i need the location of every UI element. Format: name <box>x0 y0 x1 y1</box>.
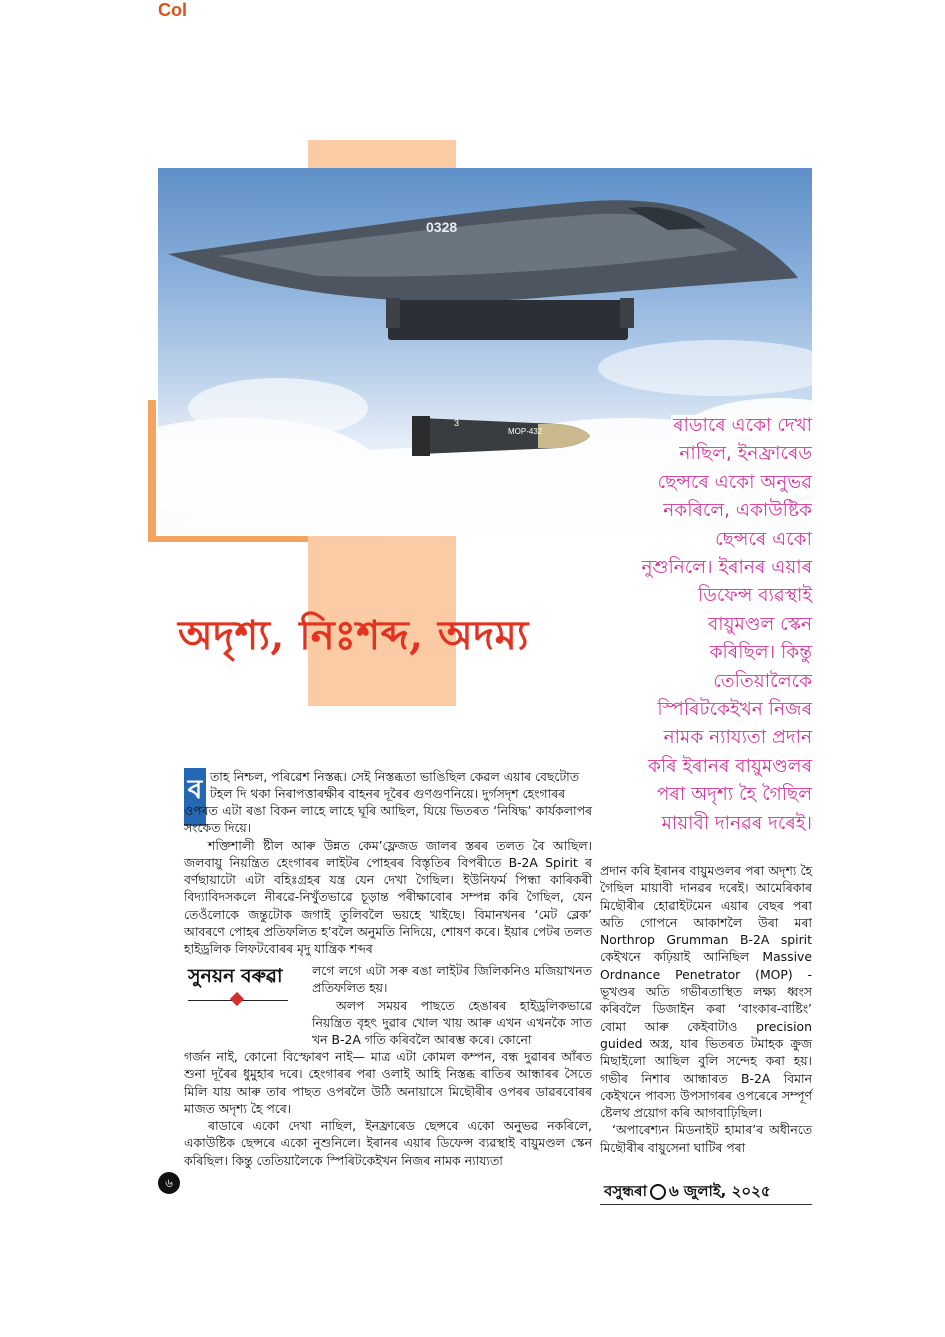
body-paragraph: লগে লগে এটা সৰু ৰঙা লাইটৰ জিলিকনিও মজিয়াখনত প্ৰতিফলিত হয়। <box>312 963 592 996</box>
pull-quote-line <box>588 611 814 639</box>
pull-quote-line <box>588 810 814 838</box>
pull-quote-text: কৰিছিল। কিন্তু <box>709 642 812 664</box>
color-marker: Col <box>158 0 187 20</box>
author-name: সুনয়ন বৰুৱা <box>188 965 283 987</box>
footer-masthead <box>604 1180 771 1205</box>
pull-quote-line <box>588 469 814 497</box>
body-line: টহল দি থকা নিৰাপত্তাৰক্ষীৰ বাহনৰ দূৰৈৰ গুণগুণনিয়ে। দুৰ্গসদৃশ হেংগাৰৰ <box>210 786 566 802</box>
pull-quote-text: পৰা অদৃশ্য হৈ গৈছিল <box>656 784 812 806</box>
article-paragraph <box>184 1048 592 1169</box>
article-headline: অদৃশ্য, নিঃশব্দ, অদম্য <box>178 612 529 659</box>
pull-quote-text: ৰাডাৰে একো দেখা <box>673 415 812 436</box>
pull-quote-text: মায়াবী দানৱৰ দৰেই। <box>661 812 812 834</box>
pull-quote-text: ছেন্সৰে একো <box>715 528 812 550</box>
pull-quote-text: নুশুনিলে। ইৰানৰ এয়াৰ <box>641 557 812 579</box>
body-paragraph: ৰাডাৰে একো দেখা নাছিল, ইনফ্ৰাৰেড ছেন্সৰে একো অনুভৱ নকৰিলে, একাউষ্টিক ছেন্সৰে একো নুশুনিলে। ইৰানৰ এয়াৰ ডিফেন্স ব্যৱস্থাই বায়ুমণ্ডল স্কেন কৰিছিল। কিন্তু তেতিয়ালৈকে স্পিৰিটকেইখন নিজৰ নামক ন্যায্যতা <box>184 1118 592 1168</box>
article-paragraph-narrow <box>312 962 592 1048</box>
pull-quote-text: বায়ুমণ্ডল স্কেন <box>707 613 812 635</box>
page-number: ৬ <box>158 1172 180 1194</box>
decorative-orange-bar <box>148 536 308 542</box>
body-paragraph: প্ৰদান কৰি ইৰানৰ বায়ুমণ্ডলৰ পৰা অদৃশ্য হৈ গৈছিল মায়াবী দানৱৰ দৰেই। আমেৰিকাৰ মিছৌৰীৰ হোৱাইটমেন এয়াৰ বেছৰ পৰা অতি গোপনে আকাশলৈ উৰা মৰা Northrop Grumman B-2A spirit কেইখনে কঢ়িয়াই আনিছিল Massive Ordnance Penetrator (MOP) - ভূখণ্ডৰ অতি গভীৰতাস্থিত লক্ষ্য ধ্বংস কৰিবলৈ ডিজাইন কৰা ‘বাংকাৰ-বাষ্টিং’ বোমা আৰু কেইবাটাও precision guided অস্ত্ৰ, যাৰ ভিতৰত টমাহক ক্ৰুজ মিছাইলো আছিল বুলি সন্দেহ কৰা হয়। গভীৰ নিশাৰ আন্ধাৰত B-2A বিমান কেইখনে পাবস্য উপসাগৰৰ ওপৰেৰে সম্পূৰ্ণ ষ্টেলথ প্ৰয়োগ কৰি আগবাঢ়িছিল। <box>600 863 812 1121</box>
pull-quote <box>588 412 814 838</box>
pull-quote-text: ছেন্সৰে একো অনুভৱ <box>657 471 812 493</box>
footer-rule <box>600 1204 812 1205</box>
pull-quote-line <box>588 440 814 468</box>
issue-date: ৬ জুলাই, ২০২৫ <box>668 1182 771 1200</box>
pull-quote-line <box>588 526 814 554</box>
article-intro-lines <box>210 768 592 803</box>
magazine-logo-icon <box>650 1184 666 1200</box>
pull-quote-line <box>588 412 814 440</box>
body-paragraph: গৰ্জন নাই, কোনো বিস্ফোৰণ নাই— মাত্ৰ এটা কোমল কম্পন, বন্ধ দুৱাৰৰ আঁৰত শুনা দূৰৈৰ ধুমুহাৰ দৰে। হেংগাৰৰ পৰা ওলাই আহি নিস্তব্ধ ৰাতিৰ আন্ধাৰৰ সৈতে মিলি যায় আৰু তাৰ পাছত ওপৰলৈ উঠি অনায়াসে মিছৌৰীৰ ওপৰৰ ডাৱৰবোৰৰ মাজত অদৃশ্য হৈ পৰে। <box>184 1049 592 1116</box>
pull-quote-line <box>588 753 814 781</box>
article-paragraph <box>184 802 592 958</box>
pull-quote-line <box>588 582 814 610</box>
aircraft-serial: 0328 <box>426 219 458 235</box>
pull-quote-text: নাছিল, ইনফ্ৰাৰেড <box>679 443 812 465</box>
bomb-label: MOP-432 <box>508 427 543 436</box>
bomb-number: 3 <box>454 418 460 428</box>
pull-quote-line <box>588 497 814 525</box>
pull-quote-line <box>588 781 814 809</box>
body-paragraph: ওপৰত এটা ৰঙা বিকন লাহে লাহে ঘূৰি আছিল, যিয়ে ভিতৰত ‘নিষিদ্ধ’ কাৰ্যকলাপৰ সংকেত দিয়ে। <box>184 803 592 836</box>
pull-quote-text: তেতিয়ালৈকে <box>713 670 812 692</box>
pull-quote-line <box>588 696 814 724</box>
magazine-name: বসুন্ধৰা <box>604 1182 647 1200</box>
article-right-column <box>600 862 812 1156</box>
pull-quote-line <box>588 639 814 667</box>
body-paragraph: অলপ সময়ৰ পাছতে হেঙাৰৰ হাইড্ৰলিকভাৱে নিয়ন্ত্ৰিত বৃহৎ দুৱাৰ খোল খায় আৰু এখন এখনকৈ সাত খন B-2A গতি কৰিবলৈ আৰম্ভ কৰে। কোনো <box>312 997 592 1048</box>
body-paragraph: শক্তিশালী ষ্টীল আৰু উন্নত কেম’ফ্লেজড জালৰ স্তৰৰ তলত ৰৈ আছিল। জলবায়ু নিয়ন্ত্ৰিত হেংগাৰৰ লাইটৰ পোহৰৰ বিস্তৃতিৰ বিপৰীতে B-2A Spirit ৰ বৰ্ণছায়াটো এটা বহিঃগ্ৰহৰ যন্ত্ৰ যেন দেখা গৈছিল। ইউনিফৰ্ম পিন্ধা কাৰিকৰী বিদ্যাবিদসকলে নীৰৱে-নিখুঁতভাৱে চূড়ান্ত পৰীক্ষাবোৰ সম্পন্ন কৰি গৈছিল, যেন তেওঁলোকে জন্তুটোক জগাই তুলিবলৈ ভয়হে খাইছে। বিমানখনৰ ‘মেট ব্লেক’ আবৰণে পোহৰ প্ৰতিফলিত হ’বলৈ অনুমতি নিদিয়ে, শোষণ কৰে। ইয়াৰ পেটৰ তলত হাইড্ৰলিক লিফটবোৰৰ মৃদু যান্ত্ৰিক শব্দৰ <box>184 837 592 957</box>
pull-quote-line <box>588 554 814 582</box>
drop-cap: ব <box>184 768 206 826</box>
pull-quote-text: ডিফেন্স ব্যৱস্থাই <box>697 585 812 607</box>
b2-bomber <box>168 200 798 340</box>
pull-quote-line <box>588 724 814 752</box>
pull-quote-line <box>588 668 814 696</box>
body-paragraph: ‘অপাৰেশ্যন মিডনাইট হামাৰ’ৰ অধীনতে মিছৌৰীৰ বায়ুসেনা ঘাটিৰ পৰা <box>600 1122 812 1155</box>
pull-quote-text: নামক ন্যায্যতা প্ৰদান <box>663 727 812 749</box>
pull-quote-text: নকৰিলে, একাউষ্টিক <box>663 500 812 522</box>
decorative-orange-bar <box>148 400 156 540</box>
diamond-ornament <box>230 992 244 1006</box>
body-line: তাহ নিশ্চল, পৰিৱেশ নিস্তব্ধ। সেই নিস্তব্ধতা ভাঙিছিল কেৱল এয়াৰ বেছটোত <box>210 769 580 784</box>
pull-quote-text: কৰি ইৰানৰ বায়ুমণ্ডলৰ <box>648 755 812 777</box>
pull-quote-text: স্পিৰিটকেইখন নিজৰ <box>657 699 812 721</box>
